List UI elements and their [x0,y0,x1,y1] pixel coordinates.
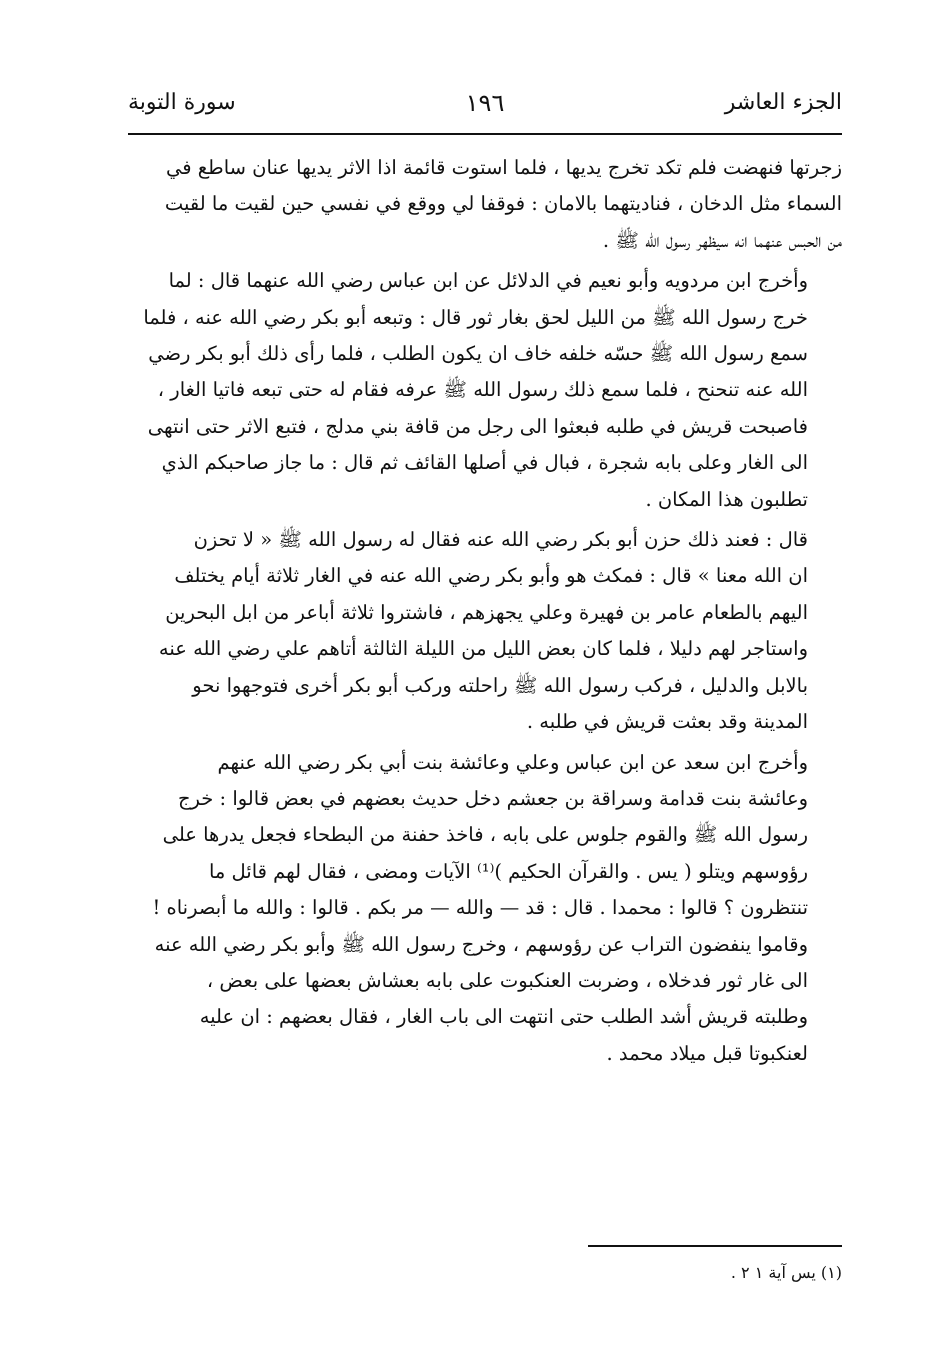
text-line: رسول الله ﷺ والقوم جلوس على بابه ، فاخذ حفنة من البطحاء فجعل يدرها على [162,823,808,847]
body-text [128,150,842,1076]
text-line: زجرتها فنهضت فلم تكد تخرج يديها ، فلما استوت قائمة اذا الاثر يديها عنان ساطع في [166,156,842,179]
header-rule [128,133,842,135]
paragraph [128,745,842,1073]
text-line: رؤوسهم ويتلو ( يس . والقرآن الحكيم )⁽¹⁾ الآيات ومضى ، فقال لهم قائل ما [208,859,808,883]
text-line: وأخرج ابن سعد عن ابن عباس وعلي وعائشة بنت أبي بكر رضي الله عنهم [217,750,808,774]
text-line: المدينة وقد بعثت قريش في طلبه . [526,710,808,734]
text-line: وقاموا ينفضون التراب عن رؤوسهم ، وخرج رسول الله ﷺ وأبو بكر رضي الله عنه [154,932,808,956]
text-line: بالابل والدليل ، فركب رسول الله ﷺ راحلته وركب أبو بكر أخرى فتوجهوا نحو [192,673,808,697]
footnote: (١) يس آية ١ ٢ . [730,1263,842,1282]
text-line: وعائشة بنت قدامة وسراقة بن جعشم دخل حديث بعضهم في بعض قالوا : خرج [177,786,808,810]
text-line: الله عنه تنحنح ، فلما سمع ذلك رسول الله ﷺ عرفه فقام له حتى تبعه فاتيا الغار ، [157,378,808,402]
paragraph [128,522,842,740]
text-line: قال : فعند ذلك حزن أبو بكر رضي الله عنه فقال له رسول الله ﷺ « لا تحزن [193,528,808,552]
paragraph [128,150,842,259]
text-line: لعنكبوتا قبل ميلاد محمد . [606,1041,808,1065]
text-line: سمع رسول الله ﷺ حسّه خلفه خاف ان يكون الطلب ، فلما رأى ذلك أبو بكر رضي [148,342,808,366]
text-line: تطلبون هذا المكان . [645,487,808,511]
text-line: ان الله معنا » قال : فمكث هو وأبو بكر رضي الله عنه في الغار ثلاثة أيام يختلف [174,564,808,588]
text-line: خرج رسول الله ﷺ من الليل لحق بغار ثور قال : وتبعه أبو بكر رضي الله عنه ، فلما [143,305,808,329]
paragraph [128,263,842,518]
text-line: من الحبس عنهما انه سيظهر رسول الله ﷺ . [602,228,842,252]
text-line: واستاجر لهم دليلا ، فلما كان بعض الليل من الليلة الثالثة أتاهم علي رضي الله عنه [158,637,808,661]
text-line: وأخرج ابن مردويه وأبو نعيم في الدلائل عن ابن عباس رضي الله عنهما قال : لما [168,269,808,293]
page-number: ١٩٦ [465,89,505,117]
text-line: الى غار ثور فدخلاه ، وضربت العنكبوت على بابه بعشاش بعضها على بعض ، [206,968,808,992]
text-line: اليهم بالطعام عامر بن فهيرة وعلي يجهزهم ، فاشتروا ثلاثة أباعر من ابل البحرين [165,600,808,624]
footnote-rule [588,1245,842,1247]
running-head [128,88,842,124]
text-line: السماء مثل الدخان ، فناديتهما بالامان : فوقفا لي ووقع في نفسي حين لقيت ما لقيت [164,192,842,216]
text-line: تنتظرون ؟ قالوا : محمدا . قال : قد — والله — مر بكم . قالوا : والله ما أبصرناه ! [152,896,808,920]
surah-label: سورة التوبة [128,90,236,115]
text-line: الى الغار وعلى بابه شجرة ، فبال في أصلها القائف ثم قال : ما جاز صاحبكم الذي [161,451,808,475]
text-line: وطلبته قريش أشد الطلب حتى انتهت الى باب الغار ، فقال بعضهم : ان عليه [199,1005,808,1029]
text-line: فاصبحت قريش في طلبه فبعثوا الى رجل من قافة بني مدلج ، فتبع الاثر حتى انتهى [147,414,808,438]
volume-label: الجزء العاشر [724,90,842,115]
